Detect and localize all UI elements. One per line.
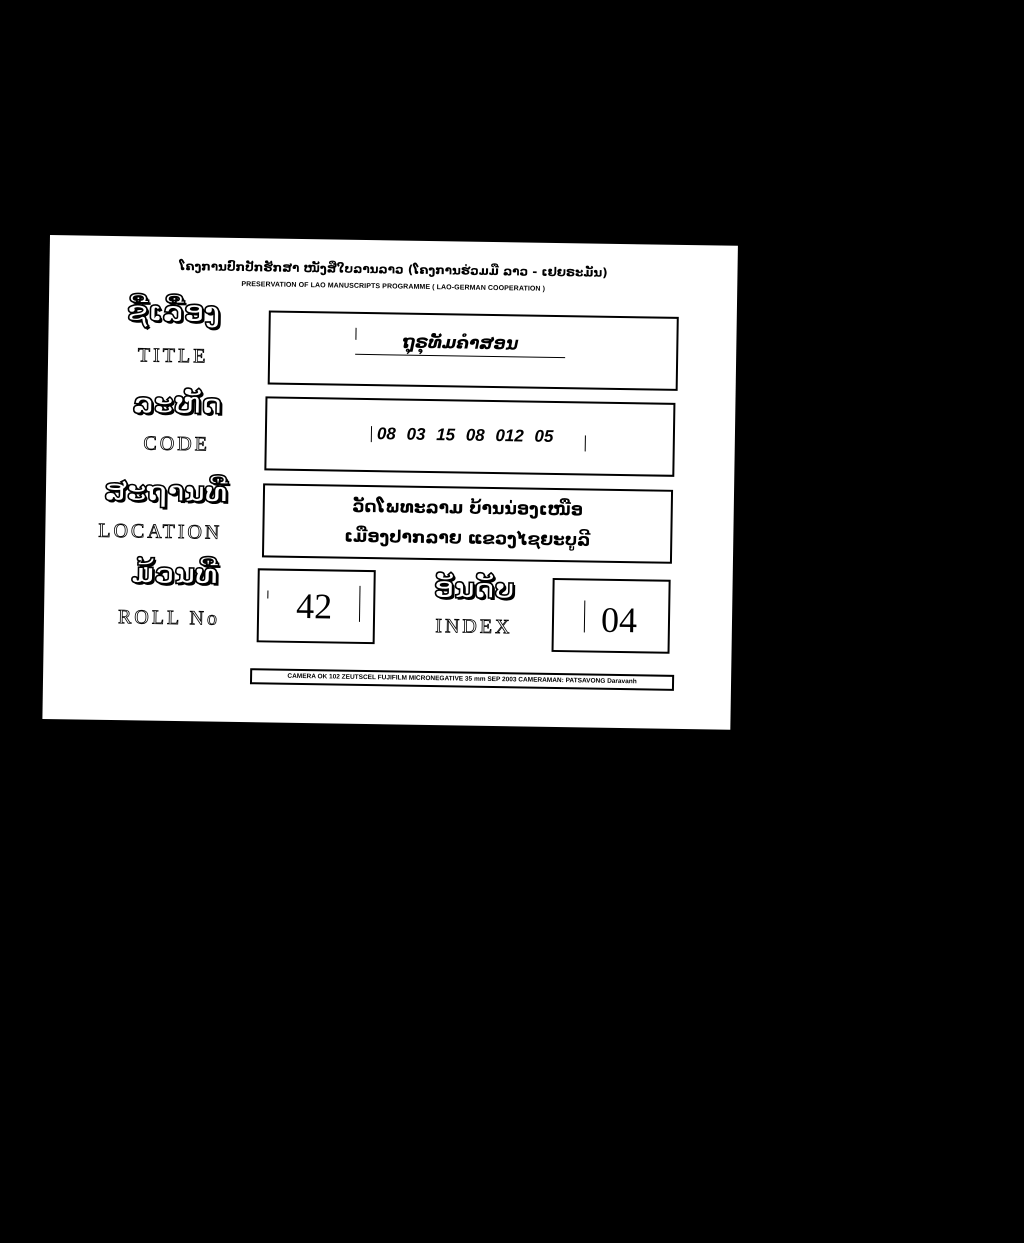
code-value: 08 03 15 08 012 05 xyxy=(376,424,554,446)
roll-label-english: ROLL No xyxy=(117,606,221,630)
code-tick-left xyxy=(371,426,372,442)
code-tick-right xyxy=(585,435,586,451)
location-line-1: ວັດໂພທະລາມ ບ້ານນ່ອງເໜືອ xyxy=(352,496,584,521)
index-label-lao: ອັນດັບ xyxy=(433,571,516,606)
title-value: ຖຸຣຸທັມຄຳສອນ xyxy=(355,332,565,358)
title-box xyxy=(268,310,679,390)
header-lao: ໂຄງການປົກປັກຮັກສາ ໜັງສືໃບລານລາວ (ໂຄງການຮ່ວມມື ລາວ - ເຢຍຣະມັນ) xyxy=(179,259,608,280)
roll-tick-left xyxy=(267,590,268,598)
title-label-lao: ຊື່ເລື່ອງ xyxy=(127,294,221,329)
camera-info-footer: CAMERA OK 102 ZEUTSCEL FUJIFILM MICRONEGATIVE 35 mm SEP 2003 CAMERAMAN: PATSAVONG Daravanh xyxy=(250,668,674,691)
location-label-lao: ສະຖານທີ່ xyxy=(103,473,229,509)
roll-value: 42 xyxy=(295,585,333,627)
title-label-english: TITLE xyxy=(137,344,209,368)
code-label-lao: ລະຫັດ xyxy=(132,386,223,421)
code-box xyxy=(264,396,675,476)
index-label-english: INDEX xyxy=(435,615,513,639)
location-label-english: LOCATION xyxy=(98,519,223,544)
location-line-2: ເມືອງປາກລາຍ ແຂວງໄຊຍະບູລີ xyxy=(344,526,591,551)
roll-box xyxy=(257,568,376,644)
roll-label-lao: ມ້ວນທີ່ xyxy=(131,556,219,591)
index-box xyxy=(552,578,671,654)
location-box xyxy=(262,483,673,563)
code-label-english: CODE xyxy=(143,432,211,456)
index-value: 04 xyxy=(600,599,638,641)
microfilm-title-card xyxy=(42,235,738,730)
header-english: PRESERVATION OF LAO MANUSCRIPTS PROGRAMME ( LAO-GERMAN COOPERATION ) xyxy=(241,281,546,293)
